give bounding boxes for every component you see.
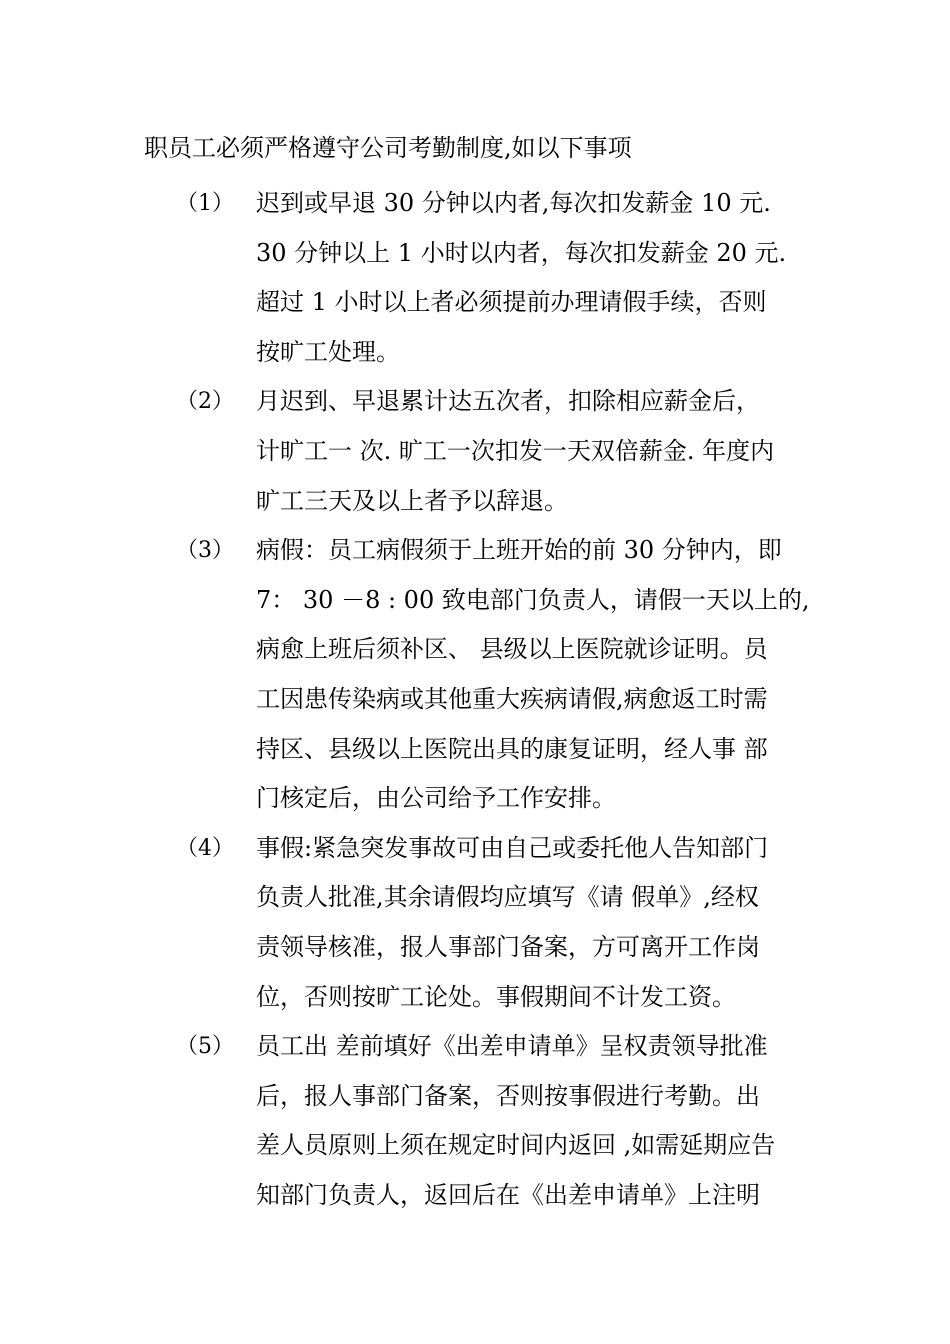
text-line: 负责人批准,其余请假均应填写《请 假单》,经权 — [256, 883, 759, 912]
text-line: 病假：员工病假须于上班开始的前 30 分钟内，即 — [256, 536, 782, 565]
text-line: 知部门负责人，返回后在《出差申请单》上注明 — [256, 1180, 760, 1209]
text-line: 责领导核准，报人事部门备案，方可离开工作岗 — [256, 932, 760, 961]
rule-item — [0, 824, 950, 1022]
rule-number: （4） — [176, 835, 234, 861]
text-line: 病愈上班后须补区、 县级以上医院就诊证明。员 — [256, 635, 768, 664]
rule-item — [0, 1022, 950, 1220]
rule-item — [0, 377, 950, 526]
rule-text — [256, 1022, 816, 1220]
text-line: 30 分钟以上 1 小时以内者，每次扣发薪金 20 元. — [256, 238, 787, 267]
text-line: 持区、县级以上医院出具的康复证明，经人事 部 — [256, 734, 768, 763]
text-line: 超过 1 小时以上者必须提前办理请假手续，否则 — [256, 288, 767, 317]
intro-paragraph: 职员工必须严格遵守公司考勤制度,如以下事项 — [144, 134, 632, 162]
rule-text — [256, 824, 816, 1022]
text-line: 员工出 差前填好《出差申请单》呈权责领导批准 — [256, 1032, 768, 1061]
rule-number: （3） — [176, 538, 234, 564]
text-line: 旷工三天及以上者予以辞退。 — [256, 486, 568, 515]
rule-number: （5） — [176, 1034, 234, 1060]
text-line: 7： 30 －8 : 00 致电部门负责人，请假一天以上的, — [256, 585, 810, 614]
text-line: 按旷工处理。 — [256, 337, 400, 366]
text-line: 迟到或早退 30 分钟以内者,每次扣发薪金 10 元. — [256, 189, 771, 217]
rules-list — [0, 179, 950, 1220]
text-line: 事假:紧急突发事故可由自己或委托他人告知部门 — [256, 833, 769, 862]
rule-number: （1） — [176, 191, 234, 216]
rule-text — [256, 377, 816, 526]
text-line: 差人员原则上须在规定时间内返回 ,如需延期应告 — [256, 1131, 776, 1160]
text-line: 位，否则按旷工论处。事假期间不计发工资。 — [256, 982, 736, 1011]
text-line: 月迟到、早退累计达五次者，扣除相应薪金后， — [256, 387, 760, 416]
text-line: 计旷工一 次. 旷工一次扣发一天双倍薪金. 年度内 — [256, 436, 775, 465]
text-line: 工因患传染病或其他重大疾病请假,病愈返工时需 — [256, 684, 768, 713]
rule-number: （2） — [176, 389, 234, 415]
rule-item — [0, 526, 950, 824]
rule-item — [0, 179, 950, 377]
rule-text — [256, 526, 816, 824]
text-line: 门核定后，由公司给予工作安排。 — [256, 784, 616, 813]
rule-text — [256, 179, 816, 377]
text-line: 后，报人事部门备案，否则按事假进行考勤。出 — [256, 1081, 760, 1110]
